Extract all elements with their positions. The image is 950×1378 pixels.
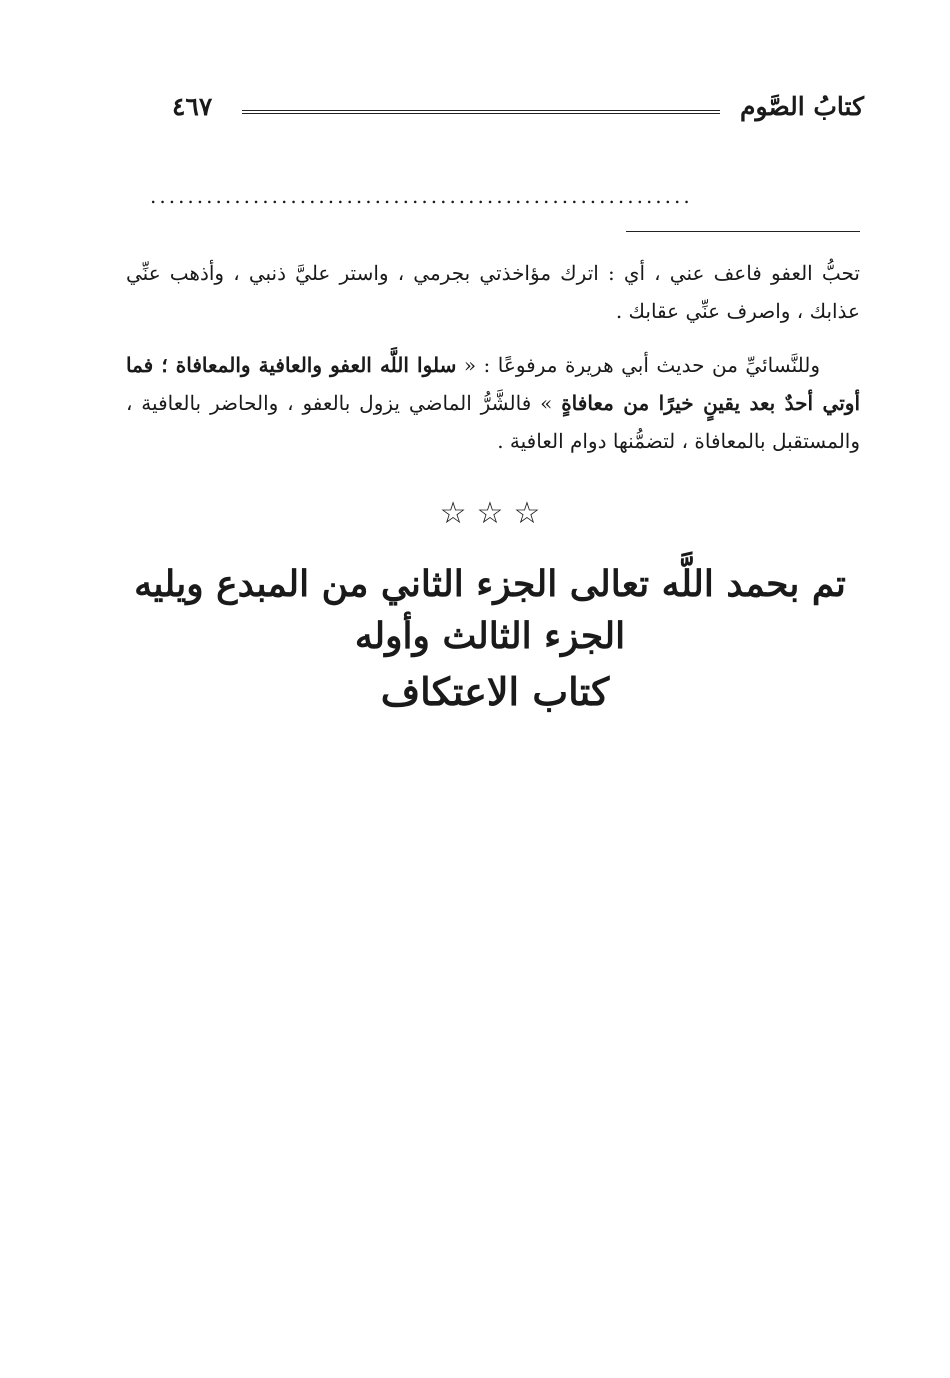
paragraph-intro: وللنَّسائيِّ من حديث أبي هريرة مرفوعًا : « — [456, 353, 820, 377]
header-rule — [242, 110, 720, 114]
closing-statement: تم بحمد اللَّه تعالى الجزء الثاني من المبدع ويليه الجزء الثالث وأوله — [134, 563, 846, 657]
footnote-rule — [626, 231, 860, 232]
hadith-quote: سلوا اللَّه العفو والعافية والمعافاة ؛ فما أوتي أحدٌ بعد يقينٍ خيرًا من معافاةٍ — [126, 353, 860, 415]
paragraph-rest: » فالشَّرُّ الماضي يزول بالعفو ، والحاضر بالعافية ، والمستقبل بالمعافاة ، لتضمُّنها دوام العافية . — [126, 391, 860, 453]
footnote-paragraph-1: تحبُّ العفو فاعف عني ، أي : اترك مؤاخذتي بجرمي ، واستر عليَّ ذنبي ، وأذهب عنِّي عذابك ، واصرف عنِّي عقابك . — [126, 261, 860, 323]
next-book-title: كتاب الاعتكاف — [380, 669, 610, 714]
footnote-paragraph-2 — [126, 346, 860, 460]
page-number: ٤٦٧ — [172, 92, 213, 121]
star-ornament: ☆☆☆ — [439, 496, 551, 531]
dotted-separator: .......................................................... — [150, 186, 693, 206]
running-header-title: كتابُ الصَّوم — [740, 92, 864, 121]
